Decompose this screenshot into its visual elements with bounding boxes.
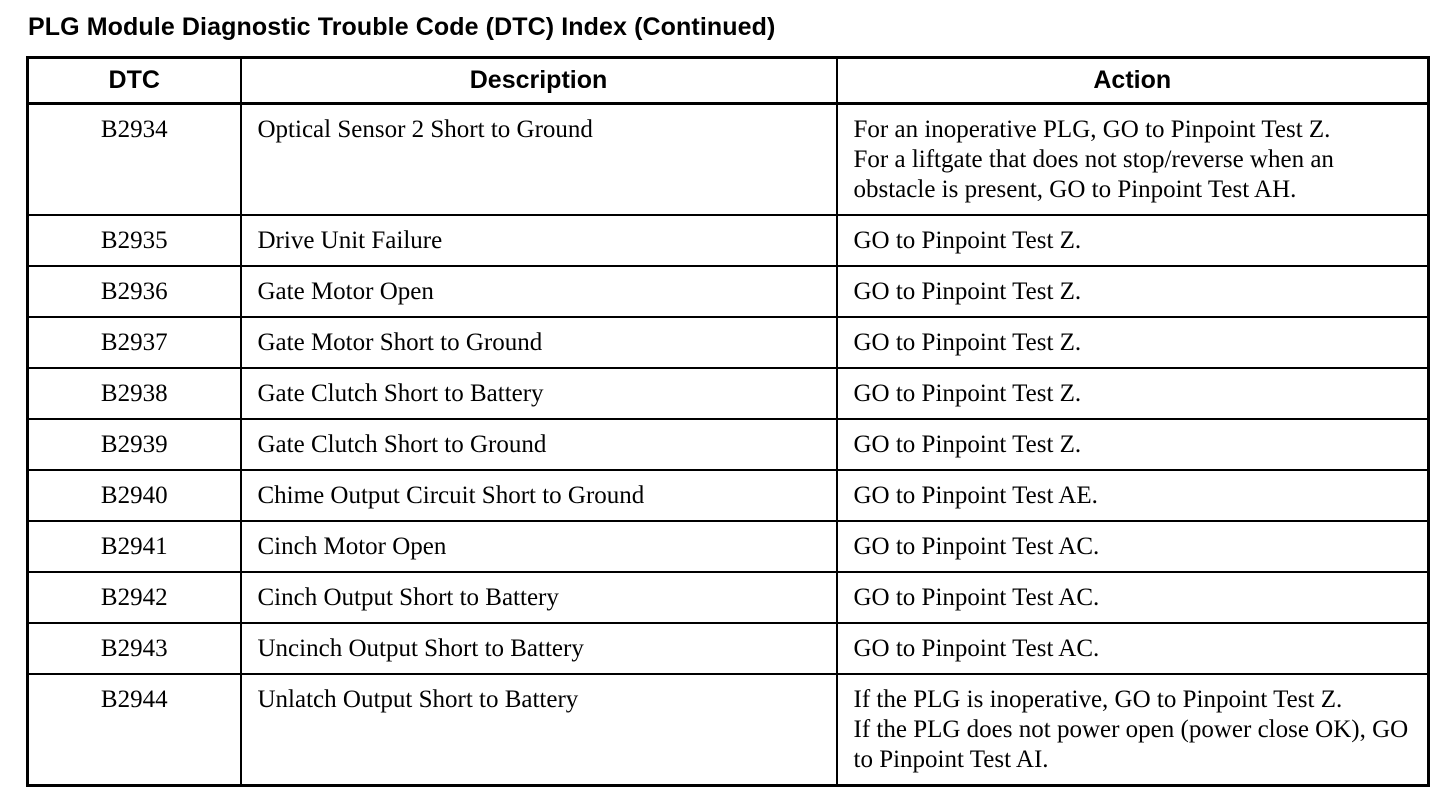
action-line: GO to Pinpoint Test Z. <box>853 227 1082 254</box>
action-line: If the PLG is inoperative, GO to Pinpoint Test Z. <box>853 686 1343 713</box>
dtc-code: B2939 <box>28 419 241 470</box>
table-row <box>28 470 1429 521</box>
dtc-description: Uncinch Output Short to Battery <box>241 623 837 674</box>
dtc-code: B2943 <box>28 623 241 674</box>
dtc-code: B2940 <box>28 470 241 521</box>
dtc-description: Gate Motor Short to Ground <box>241 317 837 368</box>
page-title: PLG Module Diagnostic Trouble Code (DTC) Index (Continued) <box>28 13 776 41</box>
dtc-action <box>837 266 1429 317</box>
dtc-description: Cinch Motor Open <box>241 521 837 572</box>
action-line: GO to Pinpoint Test AC. <box>853 635 1100 662</box>
table-row <box>28 572 1429 623</box>
dtc-action <box>837 674 1429 786</box>
action-line: For an inoperative PLG, GO to Pinpoint Test Z. <box>853 116 1331 143</box>
dtc-description: Cinch Output Short to Battery <box>241 572 837 623</box>
dtc-description: Gate Clutch Short to Ground <box>241 419 837 470</box>
action-line: If the PLG does not power open (power close OK), GO to Pinpoint Test AI. <box>853 716 1409 773</box>
table-row <box>28 521 1429 572</box>
table-row <box>28 266 1429 317</box>
dtc-action <box>837 419 1429 470</box>
dtc-code: B2941 <box>28 521 241 572</box>
dtc-action <box>837 521 1429 572</box>
column-header-description: Description <box>241 58 837 104</box>
action-line: GO to Pinpoint Test Z. <box>853 278 1082 305</box>
table-row <box>28 674 1429 786</box>
column-header-dtc: DTC <box>28 58 241 104</box>
dtc-action <box>837 470 1429 521</box>
table-row <box>28 104 1429 216</box>
table-row <box>28 368 1429 419</box>
dtc-action <box>837 317 1429 368</box>
action-line: GO to Pinpoint Test Z. <box>853 431 1082 458</box>
action-line: GO to Pinpoint Test Z. <box>853 380 1082 407</box>
dtc-code: B2938 <box>28 368 241 419</box>
dtc-code: B2934 <box>28 104 241 216</box>
dtc-description: Gate Clutch Short to Battery <box>241 368 837 419</box>
dtc-action <box>837 215 1429 266</box>
table-row <box>28 419 1429 470</box>
table-row <box>28 317 1429 368</box>
dtc-code: B2942 <box>28 572 241 623</box>
table-row <box>28 215 1429 266</box>
action-line: For a liftgate that does not stop/reverse when an obstacle is present, GO to Pinpoint Test AH. <box>853 146 1334 203</box>
dtc-description: Unlatch Output Short to Battery <box>241 674 837 786</box>
dtc-description: Gate Motor Open <box>241 266 837 317</box>
action-line: GO to Pinpoint Test AC. <box>853 584 1100 611</box>
dtc-action <box>837 104 1429 216</box>
dtc-rows <box>28 104 1429 786</box>
dtc-code: B2935 <box>28 215 241 266</box>
dtc-description: Drive Unit Failure <box>241 215 837 266</box>
header-row <box>28 58 1429 104</box>
dtc-code: B2944 <box>28 674 241 786</box>
action-line: GO to Pinpoint Test Z. <box>853 329 1082 356</box>
action-line: GO to Pinpoint Test AC. <box>853 533 1100 560</box>
dtc-description: Chime Output Circuit Short to Ground <box>241 470 837 521</box>
dtc-code: B2936 <box>28 266 241 317</box>
dtc-action <box>837 623 1429 674</box>
table-row <box>28 623 1429 674</box>
column-header-action: Action <box>837 58 1429 104</box>
action-line: GO to Pinpoint Test AE. <box>853 482 1098 509</box>
dtc-code: B2937 <box>28 317 241 368</box>
dtc-index-table <box>26 56 1430 787</box>
dtc-description: Optical Sensor 2 Short to Ground <box>241 104 837 216</box>
dtc-action <box>837 368 1429 419</box>
dtc-action <box>837 572 1429 623</box>
